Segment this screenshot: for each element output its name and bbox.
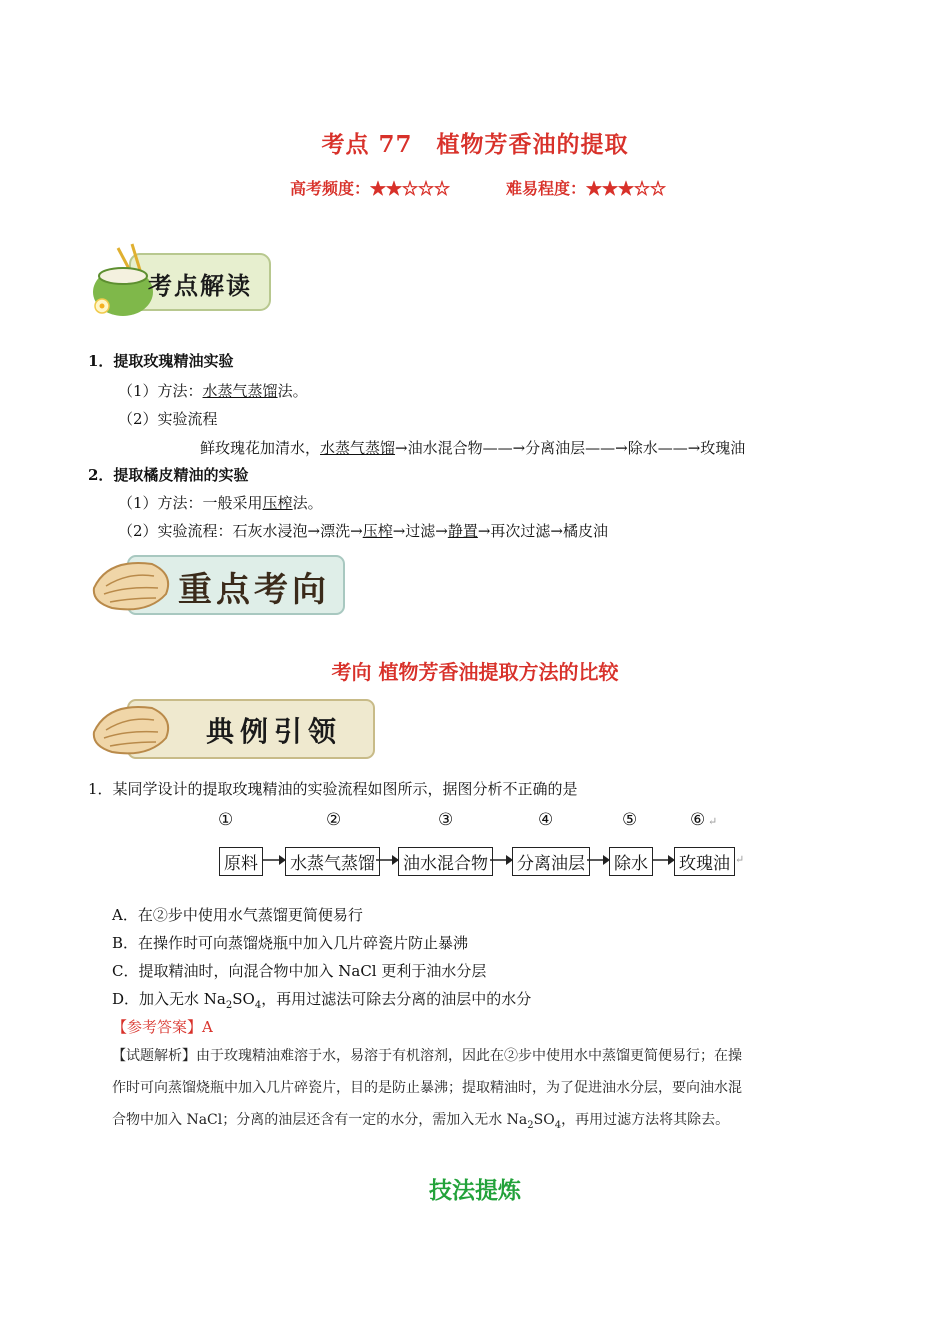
method-underlined: 压榨 xyxy=(262,494,293,512)
answer-label: 【参考答案】 xyxy=(112,1018,203,1036)
option-d-part: D．加入无水 Na xyxy=(112,990,226,1008)
flow-underlined: 水蒸气蒸馏 xyxy=(320,439,396,457)
step-number: ① xyxy=(218,810,234,830)
flow-box: 油水混合物 xyxy=(398,847,493,876)
option-d-part: SO xyxy=(232,990,255,1008)
subscript: 2 xyxy=(225,1000,233,1011)
answer-value: A xyxy=(202,1018,213,1036)
explanation xyxy=(112,1040,872,1142)
section-2-flow xyxy=(118,520,608,541)
subscript: 2 xyxy=(527,1119,534,1131)
option-d-part: ，再用过滤法可除去分离的油层中的水分 xyxy=(261,990,532,1008)
step-number: ④ xyxy=(538,810,554,830)
arrow-right-icon xyxy=(263,850,287,870)
method-prefix: （1）方法： xyxy=(118,382,203,400)
step-number: ⑥ xyxy=(690,810,706,830)
section-1-heading: 1．提取玫瑰精油实验 xyxy=(88,352,234,370)
flow-underlined-1: 压榨 xyxy=(362,522,393,540)
flow-underlined-2: 静置 xyxy=(447,522,478,540)
flow-box: 原料 xyxy=(219,847,263,876)
method-suffix: 法。 xyxy=(292,494,323,512)
option-d xyxy=(112,988,531,1011)
jifa-heading: 技法提炼 xyxy=(429,1177,521,1204)
subscript: 4 xyxy=(254,1000,262,1011)
method-prefix: （1）方法：一般采用 xyxy=(118,494,263,512)
arrow-right-icon xyxy=(376,850,400,870)
explanation-line xyxy=(112,1104,872,1142)
flow-box: 玫瑰油 xyxy=(674,847,735,876)
method-underlined: 水蒸气蒸馏 xyxy=(202,382,278,400)
difficulty-label: 难易程度： xyxy=(506,179,587,198)
banner-dianli xyxy=(88,694,378,764)
section-1-flow xyxy=(200,437,745,458)
step-number: ③ xyxy=(438,810,454,830)
section-1-flow-label: （2）实验流程 xyxy=(118,410,218,428)
arrow-right-icon xyxy=(490,850,514,870)
explanation-line: 【试题解析】由于玫瑰精油难溶于水，易溶于有机溶剂，因此在②步中使用水中蒸馏更简便易行；在操 xyxy=(112,1048,742,1064)
section-2-heading: 2．提取橘皮精油的实验 xyxy=(88,466,249,484)
frequency-stars: ★★☆☆☆ xyxy=(370,179,451,198)
arrow-right-icon xyxy=(587,850,611,870)
flow-part-c: →再次过滤→橘皮油 xyxy=(477,522,608,540)
return-mark: ↵ xyxy=(735,853,745,866)
step-number: ② xyxy=(326,810,342,830)
banner-zhongdian xyxy=(88,550,348,620)
flow-part-a: （2）实验流程：石灰水浸泡→漂洗→ xyxy=(118,522,363,540)
flow-box: 除水 xyxy=(609,847,653,876)
explanation-part: 合物中加入 NaCl；分离的油层还含有一定的水分，需加入无水 Na xyxy=(112,1112,528,1128)
option-c: C．提取精油时，向混合物中加入 NaCl 更利于油水分层 xyxy=(112,962,487,980)
flow-box: 水蒸气蒸馏 xyxy=(285,847,380,876)
page-title: 考点 77 植物芳香油的提取 xyxy=(321,131,629,158)
frequency-label: 高考频度： xyxy=(290,179,371,198)
method-suffix: 法。 xyxy=(277,382,308,400)
explanation-line: 作时可向蒸馏烧瓶中加入几片碎瓷片，目的是防止暴沸；提取精油时，为了促进油水分层，要向油水混 xyxy=(112,1080,742,1096)
arrow-right-icon xyxy=(652,850,676,870)
explanation-part: SO xyxy=(533,1112,555,1128)
banner-dianli-label: 典例引领 xyxy=(206,715,343,748)
section-2-method xyxy=(118,492,323,513)
question-stem: 1．某同学设计的提取玫瑰精油的实验流程如图所示，据图分析不正确的是 xyxy=(88,780,578,798)
section-1-method xyxy=(118,380,308,401)
banner-kaodian-label: 考点解读 xyxy=(148,271,252,300)
flow-rest: →油水混合物——→分离油层——→除水——→玫瑰油 xyxy=(395,439,746,457)
flow-box: 分离油层 xyxy=(512,847,590,876)
difficulty-rating xyxy=(506,176,666,199)
subscript: 4 xyxy=(554,1119,562,1131)
return-mark: ↵ xyxy=(708,815,718,828)
banner-kaodian xyxy=(88,240,273,320)
difficulty-stars: ★★★☆☆ xyxy=(586,179,667,198)
kaoxiang-heading: 考向 植物芳香油提取方法的比较 xyxy=(331,660,619,684)
banner-zhongdian-label: 重点考向 xyxy=(178,570,330,610)
answer-line xyxy=(112,1016,213,1037)
step-number: ⑤ xyxy=(622,810,638,830)
flow-start: 鲜玫瑰花加清水， xyxy=(200,439,321,457)
frequency-rating xyxy=(290,176,450,199)
option-b: B．在操作时可向蒸馏烧瓶中加入几片碎瓷片防止暴沸 xyxy=(112,934,469,952)
flow-part-b: →过滤→ xyxy=(392,522,448,540)
option-a: A．在②步中使用水气蒸馏更简便易行 xyxy=(112,906,363,924)
explanation-part: ，再用过滤方法将其除去。 xyxy=(561,1112,730,1128)
